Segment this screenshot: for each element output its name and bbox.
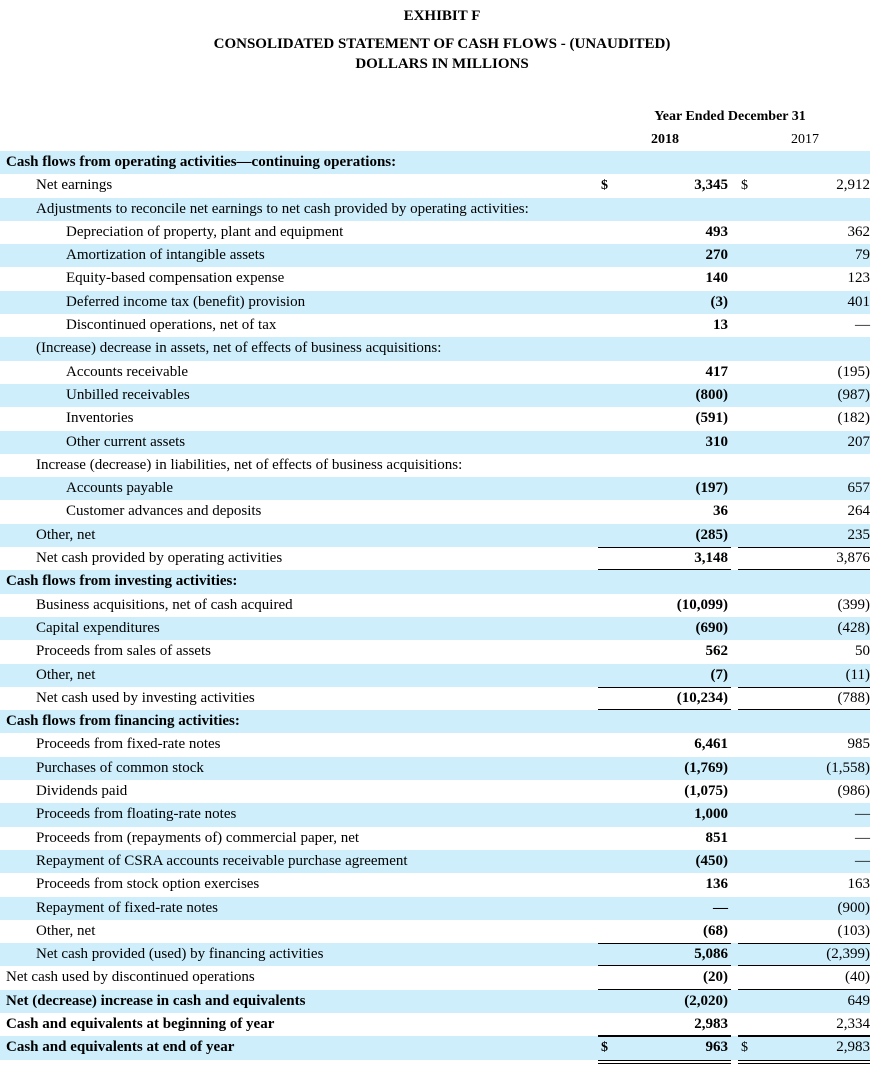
table-row xyxy=(0,850,870,873)
value-2017: (195) xyxy=(837,363,870,380)
subtotal-rule xyxy=(738,943,870,944)
value-2017: 79 xyxy=(855,247,870,264)
value-2018: 493 xyxy=(705,223,728,240)
table-row xyxy=(0,943,870,966)
row-label: Repayment of fixed-rate notes xyxy=(36,899,219,916)
table-row xyxy=(0,500,870,523)
value-2017: 207 xyxy=(847,433,870,450)
table-row xyxy=(0,337,870,360)
row-label: Deferred income tax (benefit) provision xyxy=(66,293,306,310)
table-row xyxy=(0,454,870,477)
table-row xyxy=(0,873,870,896)
value-2018: (690) xyxy=(695,619,728,636)
period-header: Year Ended December 31 xyxy=(654,109,806,124)
table-row xyxy=(0,407,870,430)
row-label: Equity-based compensation expense xyxy=(66,270,285,287)
row-label: Purchases of common stock xyxy=(36,759,204,776)
value-2018: 3,345 xyxy=(694,177,728,194)
table-row xyxy=(0,803,870,826)
value-2018: (1,075) xyxy=(684,783,728,800)
table-row xyxy=(0,221,870,244)
value-2017: 2,912 xyxy=(836,177,870,194)
value-2017: (103) xyxy=(837,922,870,939)
value-2017: (428) xyxy=(837,619,870,636)
row-label: Cash flows from operating activities—continuing operations: xyxy=(6,154,397,170)
subtotal-rule xyxy=(598,547,731,548)
value-2018: 270 xyxy=(705,247,728,264)
row-label: Cash and equivalents at end of year xyxy=(6,1039,235,1056)
row-label: Net earnings xyxy=(36,177,113,194)
row-label: Proceeds from stock option exercises xyxy=(36,876,260,893)
table-row xyxy=(0,291,870,314)
grand-total-double-rule xyxy=(738,1060,870,1064)
value-2017: (1,558) xyxy=(826,759,870,776)
total-rule xyxy=(598,1036,731,1037)
value-2018: (285) xyxy=(695,526,728,543)
row-label: Net cash provided (used) by financing activities xyxy=(36,946,324,963)
row-label: Proceeds from (repayments of) commercial paper, net xyxy=(36,829,360,846)
table-row xyxy=(0,757,870,780)
cash-flow-table xyxy=(0,151,870,1060)
units-label: DOLLARS IN MILLIONS xyxy=(355,56,529,72)
value-2018: (7) xyxy=(710,666,728,683)
row-label: Dividends paid xyxy=(36,783,128,800)
value-2017: — xyxy=(855,852,870,869)
value-2018: (800) xyxy=(695,386,728,403)
value-2017: 649 xyxy=(847,992,870,1009)
row-label: Inventories xyxy=(66,410,134,427)
value-2018: 3,148 xyxy=(694,550,728,567)
value-2017: 235 xyxy=(847,526,870,543)
currency-symbol-2018: $ xyxy=(601,178,608,194)
table-row xyxy=(0,314,870,337)
row-label: Cash and equivalents at beginning of year xyxy=(6,1015,275,1032)
value-2018: (10,234) xyxy=(676,689,728,706)
row-label: Other, net xyxy=(36,666,96,683)
row-label: Other, net xyxy=(36,922,96,939)
table-row xyxy=(0,151,870,174)
value-2017: 264 xyxy=(847,503,870,520)
table-row xyxy=(0,198,870,221)
value-2018: (10,099) xyxy=(676,596,728,613)
value-2017: (40) xyxy=(845,969,870,986)
table-row xyxy=(0,920,870,943)
value-2018: (3) xyxy=(710,293,728,310)
table-row xyxy=(0,174,870,197)
column-header-2018: 2018 xyxy=(651,132,679,147)
grand-total-double-rule xyxy=(598,1060,731,1064)
value-2017: (11) xyxy=(845,666,870,683)
table-row xyxy=(0,594,870,617)
row-label: Proceeds from fixed-rate notes xyxy=(36,736,221,753)
value-2018: (197) xyxy=(695,480,728,497)
table-row xyxy=(0,267,870,290)
row-label: Repayment of CSRA accounts receivable purchase agreement xyxy=(36,852,408,869)
table-row xyxy=(0,687,870,710)
row-label: Proceeds from floating-rate notes xyxy=(36,806,237,823)
table-row xyxy=(0,361,870,384)
row-label: Customer advances and deposits xyxy=(66,503,262,520)
table-row xyxy=(0,431,870,454)
value-2018: 851 xyxy=(705,829,728,846)
currency-symbol-2017: $ xyxy=(741,1040,748,1056)
row-label: Unbilled receivables xyxy=(66,386,190,403)
row-label: Net cash provided by operating activities xyxy=(36,550,283,567)
currency-symbol-2018: $ xyxy=(601,1040,608,1056)
exhibit-label: EXHIBIT F xyxy=(403,8,481,24)
table-row xyxy=(0,733,870,756)
table-row xyxy=(0,664,870,687)
row-label: Capital expenditures xyxy=(36,619,160,636)
table-row xyxy=(0,570,870,593)
value-2018: 963 xyxy=(705,1039,728,1056)
value-2018: 2,983 xyxy=(694,1015,728,1032)
value-2018: 417 xyxy=(705,363,728,380)
value-2017: 401 xyxy=(847,293,870,310)
row-label: Adjustments to reconcile net earnings to net cash provided by operating activities: xyxy=(36,200,529,217)
value-2018: (20) xyxy=(703,969,728,986)
value-2017: (987) xyxy=(837,386,870,403)
value-2017: (2,399) xyxy=(826,946,870,963)
row-label: Net (decrease) increase in cash and equivalents xyxy=(6,992,306,1009)
table-row xyxy=(0,617,870,640)
row-label: Accounts payable xyxy=(66,480,174,497)
subtotal-rule xyxy=(738,547,870,548)
value-2017: 362 xyxy=(847,223,870,240)
row-label: Amortization of intangible assets xyxy=(66,247,265,264)
currency-symbol-2017: $ xyxy=(741,178,748,194)
value-2017: 50 xyxy=(855,643,870,660)
table-row xyxy=(0,990,870,1013)
value-2018: 140 xyxy=(705,270,728,287)
value-2018: 310 xyxy=(705,433,728,450)
table-row xyxy=(0,384,870,407)
value-2018: (68) xyxy=(703,922,728,939)
row-label: Proceeds from sales of assets xyxy=(36,643,211,660)
value-2017: (900) xyxy=(837,899,870,916)
table-row xyxy=(0,1013,870,1036)
row-label: Other current assets xyxy=(66,433,186,450)
value-2017: 2,983 xyxy=(836,1039,870,1056)
row-label: Accounts receivable xyxy=(66,363,189,380)
row-label: Business acquisitions, net of cash acquired xyxy=(36,596,293,613)
total-rule xyxy=(738,1036,870,1037)
row-label: Net cash used by discontinued operations xyxy=(6,969,255,986)
table-row xyxy=(0,244,870,267)
column-header-2017: 2017 xyxy=(791,132,819,147)
table-row xyxy=(0,640,870,663)
value-2018: 13 xyxy=(713,317,728,334)
table-row xyxy=(0,547,870,570)
value-2017: 985 xyxy=(847,736,870,753)
table-row xyxy=(0,966,870,989)
value-2017: 163 xyxy=(847,876,870,893)
row-label: Other, net xyxy=(36,526,96,543)
row-label: Depreciation of property, plant and equipment xyxy=(66,223,344,240)
value-2018: (1,769) xyxy=(684,759,728,776)
value-2017: 123 xyxy=(847,270,870,287)
row-label: Net cash used by investing activities xyxy=(36,689,255,706)
row-label: Cash flows from investing activities: xyxy=(6,573,238,590)
table-row xyxy=(0,897,870,920)
value-2018: (2,020) xyxy=(684,992,728,1009)
row-label: Cash flows from financing activities: xyxy=(6,713,240,730)
value-2017: 657 xyxy=(847,480,870,497)
value-2018: (450) xyxy=(695,852,728,869)
value-2018: 1,000 xyxy=(694,806,728,823)
row-label: Discontinued operations, net of tax xyxy=(66,317,277,334)
value-2018: 36 xyxy=(713,503,728,520)
table-row xyxy=(0,524,870,547)
table-row xyxy=(0,477,870,500)
value-2017: — xyxy=(855,829,870,846)
subtotal-rule xyxy=(598,687,731,688)
value-2018: — xyxy=(713,899,728,916)
value-2017: (788) xyxy=(837,689,870,706)
value-2017: — xyxy=(855,806,870,823)
value-2018: 562 xyxy=(705,643,728,660)
value-2017: (399) xyxy=(837,596,870,613)
table-row xyxy=(0,780,870,803)
subtotal-rule xyxy=(738,687,870,688)
subtotal-rule xyxy=(598,943,731,944)
value-2017: (986) xyxy=(837,783,870,800)
value-2017: 2,334 xyxy=(836,1015,870,1032)
table-row xyxy=(0,827,870,850)
table-row xyxy=(0,1036,870,1059)
row-label: (Increase) decrease in assets, net of effects of business acquisitions: xyxy=(36,340,442,357)
value-2017: — xyxy=(855,317,870,334)
row-label: Increase (decrease) in liabilities, net of effects of business acquisitions: xyxy=(36,456,463,473)
statement-title: CONSOLIDATED STATEMENT OF CASH FLOWS - (UNAUDITED) xyxy=(213,36,671,52)
value-2018: 5,086 xyxy=(694,946,728,963)
value-2017: 3,876 xyxy=(836,550,870,567)
value-2017: (182) xyxy=(837,410,870,427)
value-2018: 136 xyxy=(705,876,728,893)
value-2018: (591) xyxy=(695,410,728,427)
value-2018: 6,461 xyxy=(694,736,728,753)
table-row xyxy=(0,710,870,733)
